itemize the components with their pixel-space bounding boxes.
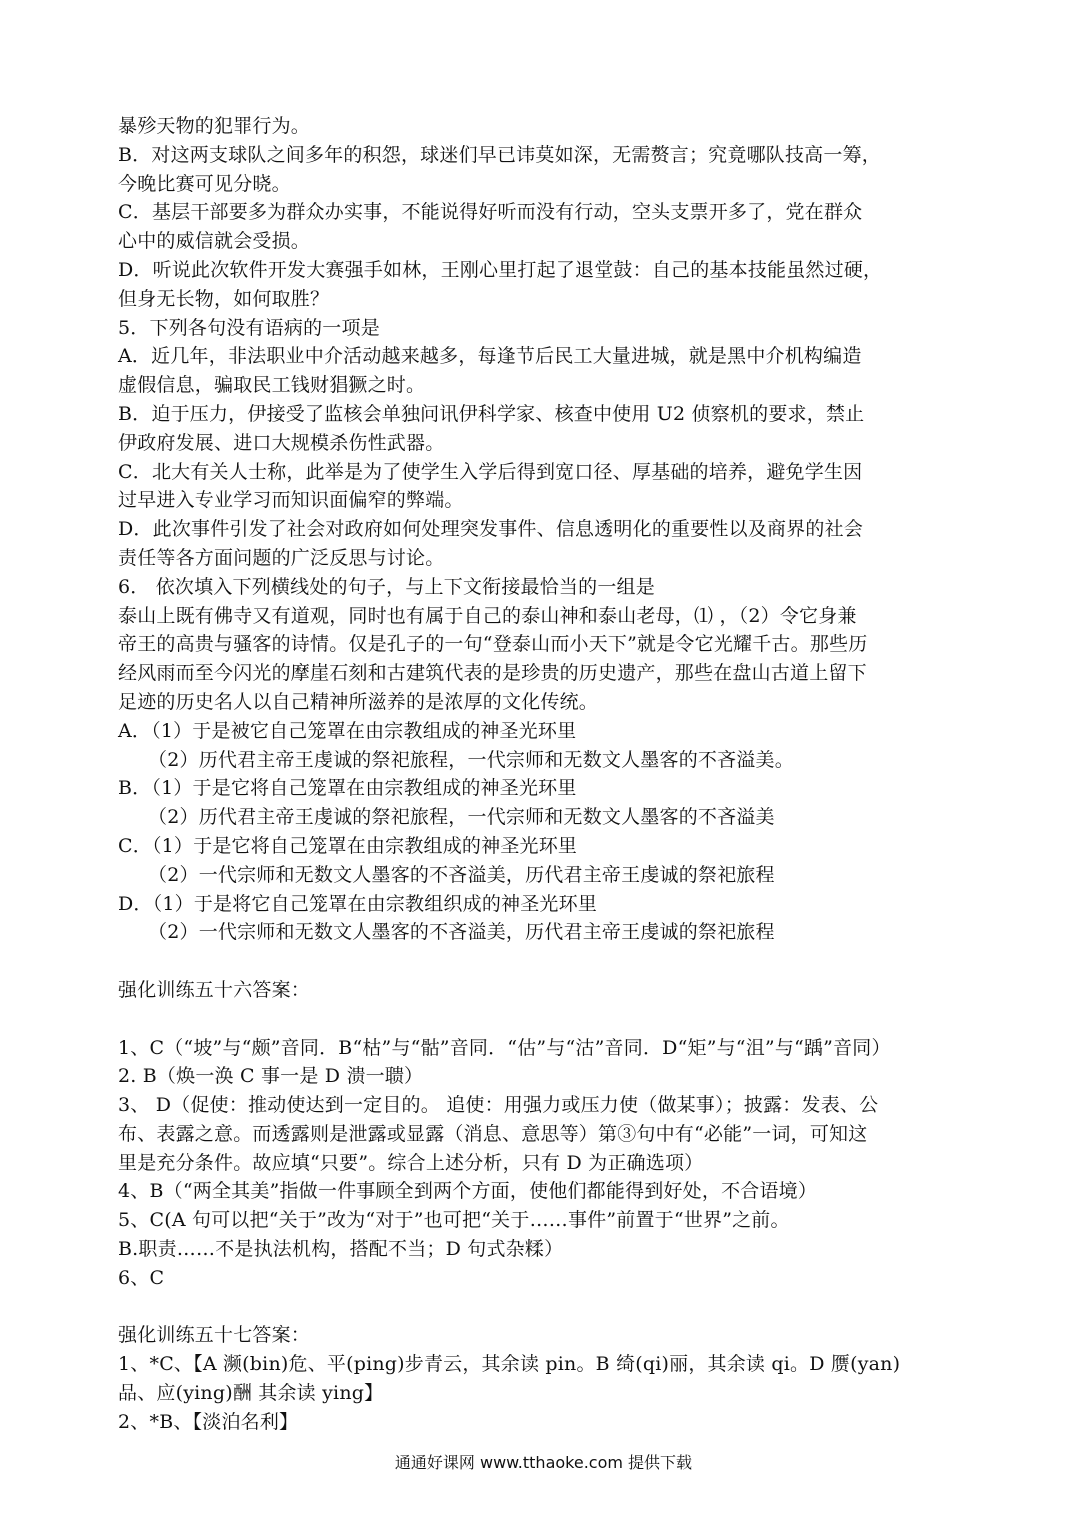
answer-line: 1、*C、【A 濒(bin)危、平(ping)步青云，其余读 pin。B 绮(qi)丽，其余读 qi。D 赝(yan) xyxy=(118,1353,901,1376)
answer-line: 4、B（“两全其美”指做一件事顾全到两个方面，使他们都能得到好处，不合语境） xyxy=(118,1180,818,1203)
answer-line: 2. B（焕一涣 C 事一是 D 溃一聩） xyxy=(118,1065,424,1088)
text-line: 暴殄天物的犯罪行为。 xyxy=(118,115,311,137)
text-line: D．听说此次软件开发大赛强手如林，王刚心里打起了退堂鼓：自己的基本技能虽然过硬， xyxy=(118,258,883,281)
answer-line: 1、C（“坡”与“颇”音同．B“枯”与“骷”音同．“估”与“沽”音同．D“矩”与“沮”与“踽”音同） xyxy=(118,1036,891,1059)
answer-line: B.职责……不是执法机构，搭配不当；D 句式杂糅） xyxy=(118,1238,564,1261)
text-line: 责任等各方面问题的广泛反思与讨论。 xyxy=(118,546,445,569)
answer-line: 3、 D（促使：推动使达到一定目的。 追使：用强力或压力使（做某事）；披露：发表、公 xyxy=(118,1094,879,1117)
answer-line: 品、应(ying)酬 其余读 ying】 xyxy=(118,1382,384,1405)
text-line: A．近几年，非法职业中介活动越来越多，每逢节后民工大量进城，就是黑中介机构编造 xyxy=(118,345,862,368)
option-subline: （2）历代君主帝王虔诚的祭祀旅程，一代宗师和无数文人墨客的不吝溢美 xyxy=(148,806,775,829)
text-line: B．对这两支球队之间多年的积怨，球迷们早已讳莫如深，无需赘言；究竟哪队技高一筹， xyxy=(118,143,881,166)
question-heading: 5．下列各句没有语病的一项是 xyxy=(118,316,380,339)
text-line: 心中的威信就会受损。 xyxy=(118,230,311,253)
text-line: 但身无长物，如何取胜？ xyxy=(118,287,330,310)
text-line: C．北大有关人士称，此举是为了使学生入学后得到宽口径、厚基础的培养，避免学生因 xyxy=(118,460,863,483)
option-subline: （2）历代君主帝王虔诚的祭祀旅程，一代宗师和无数文人墨客的不吝溢美。 xyxy=(148,748,794,771)
text-line: 今晚比赛可见分晓。 xyxy=(118,172,291,195)
answer-line: 布、表露之意。而透露则是泄露或显露（消息、意思等）第③句中有“必能”一词，可知这 xyxy=(118,1122,868,1145)
text-line: 伊政府发展、进口大规模杀伤性武器。 xyxy=(118,431,445,454)
option-subline: （2）一代宗师和无数文人墨客的不吝溢美，历代君主帝王虔诚的祭祀旅程 xyxy=(148,921,775,944)
question-heading: 6． 依次填入下列横线处的句子，与上下文衔接最恰当的一组是 xyxy=(118,575,655,598)
text-line: 帝王的高贵与骚客的诗情。仅是孔子的一句“登泰山而小天下”就是令它光耀千古。那些历 xyxy=(118,633,868,656)
answer-line: 5、C(A 句可以把“关于”改为“对于”也可把“关于……事件”前置于“世界”之前。 xyxy=(118,1209,790,1232)
page-footer: 通通好课网 www.tthaoke.com 提供下载 xyxy=(394,1453,693,1472)
blank-line xyxy=(118,1005,970,1034)
text-line: 足迹的历史名人以自己精神所滋养的是浓厚的文化传统。 xyxy=(118,690,599,713)
text-line: 过早进入专业学习而知识面偏窄的弊端。 xyxy=(118,489,464,512)
option-line: C．（1）于是它将自己笼罩在由宗教组成的神圣光环里 xyxy=(118,834,578,857)
option-line: D．（1）于是将它自己笼罩在由宗教组织成的神圣光环里 xyxy=(118,892,598,915)
option-subline: （2）一代宗师和无数文人墨客的不吝溢美，历代君主帝王虔诚的祭祀旅程 xyxy=(148,863,775,886)
answer-line: 2、*B、【淡泊名利】 xyxy=(118,1410,299,1433)
text-line: C．基层干部要多为群众办实事，不能说得好听而没有行动，空头支票开多了，党在群众 xyxy=(118,201,863,224)
document-body xyxy=(118,112,970,1437)
section-heading: 强化训练五十七答案： xyxy=(118,1324,311,1347)
blank-line xyxy=(118,1293,970,1322)
answer-line: 6、C xyxy=(118,1266,165,1289)
blank-line xyxy=(118,947,970,976)
text-line: 泰山上既有佛寺又有道观，同时也有属于自己的泰山神和泰山老母，⑴ ，（2）令它身兼 xyxy=(118,604,857,627)
section-heading: 强化训练五十六答案： xyxy=(118,978,311,1001)
option-line: A．（1）于是被它自己笼罩在由宗教组成的神圣光环里 xyxy=(118,719,577,742)
answer-line: 里是充分条件。故应填“只要”。综合上述分析，只有 D 为正确选项） xyxy=(118,1151,704,1174)
option-line: B．（1）于是它将自己笼罩在由宗教组成的神圣光环里 xyxy=(118,777,577,800)
text-line: 经风雨而至今闪光的摩崖石刻和古建筑代表的是珍贵的历史遗产，那些在盘山古道上留下 xyxy=(118,662,867,685)
text-line: D．此次事件引发了社会对政府如何处理突发事件、信息透明化的重要性以及商界的社会 xyxy=(118,518,864,541)
text-line: B．迫于压力，伊接受了监核会单独问讯伊科学家、核查中使用 U2 侦察机的要求，禁止 xyxy=(118,402,865,425)
text-line: 虚假信息，骗取民工钱财猖獗之时。 xyxy=(118,374,426,397)
